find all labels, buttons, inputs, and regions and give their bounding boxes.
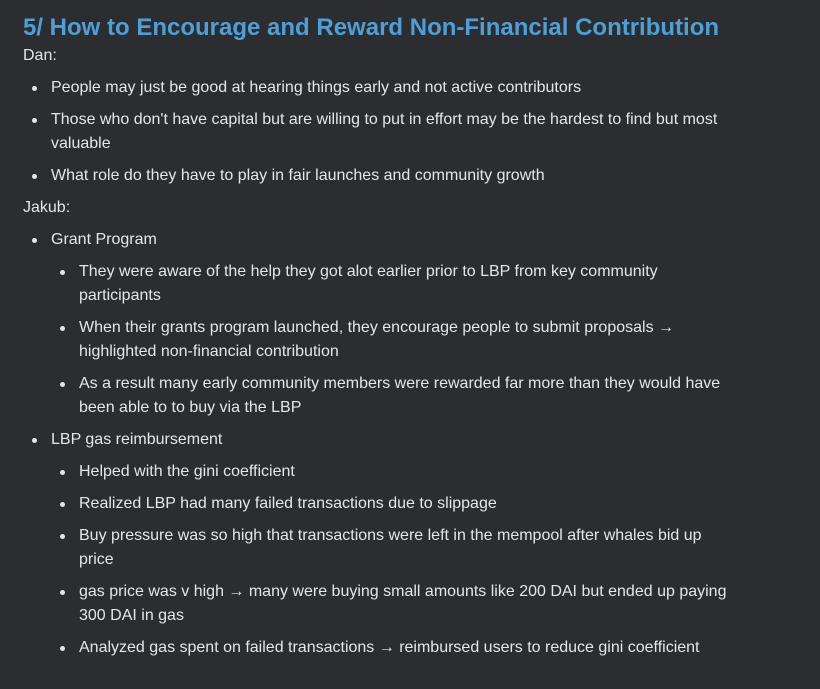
section-heading: 5/ How to Encourage and Reward Non-Financial Contribution [23,14,720,41]
list-item [23,428,731,660]
bullet-icon [32,118,37,123]
list-item-text: What role do they have to play in fair launches and community growth [51,167,545,184]
speaker-section-jakub [23,196,798,660]
list-item-text: LBP gas reimbursement [51,431,223,448]
bullet-icon [60,470,65,475]
bullet-icon [60,590,65,595]
bullet-icon [60,534,65,539]
nested-list-item [51,524,731,572]
list-item-text: gas price was v high → many were buying small amounts like 200 DAI but ended up paying 300 DAI in gas [79,583,727,624]
nested-list-item [51,372,731,420]
nested-list-item [51,580,731,628]
nested-list-item [51,636,731,660]
list-item [23,164,731,188]
bullet-icon [60,382,65,387]
speaker-label: Jakub: [23,199,71,216]
bullet-icon [60,646,65,651]
list-item-text: People may just be good at hearing things early and not active contributors [51,79,582,96]
list-item-text: When their grants program launched, they encourage people to submit proposals → highlighted non-financial contribution [79,319,675,360]
list-item-text: Buy pressure was so high that transactions were left in the mempool after whales bid up price [79,527,702,568]
list-item-text: Those who don't have capital but are willing to put in effort may be the hardest to find but most valuable [51,111,718,152]
nested-list-item [51,260,731,308]
list-item-text: As a result many early community members were rewarded far more than they would have been able to to buy via the LBP [79,375,721,416]
speaker-section-dan [23,44,798,188]
bullet-icon [32,238,37,243]
list-item-text: Analyzed gas spent on failed transactions → reimbursed users to reduce gini coefficient [79,639,700,656]
list-item-text: Realized LBP had many failed transactions due to slippage [79,495,497,512]
bullet-list [23,228,798,660]
nested-list-item [51,460,731,484]
bullet-icon [32,174,37,179]
list-item-text: Helped with the gini coefficient [79,463,295,480]
bullet-icon [32,86,37,91]
bullet-list [23,76,798,188]
list-item-text: Grant Program [51,231,157,248]
list-item [23,228,731,420]
nested-list-item [51,316,731,364]
list-item [23,76,731,100]
nested-list-item [51,492,731,516]
nested-bullet-list [51,460,731,660]
bullet-icon [60,270,65,275]
nested-bullet-list [51,260,731,420]
speaker-label: Dan: [23,47,57,64]
list-item [23,108,731,156]
bullet-icon [60,502,65,507]
bullet-icon [60,326,65,331]
bullet-icon [32,438,37,443]
list-item-text: They were aware of the help they got alot earlier prior to LBP from key community participants [79,263,658,304]
